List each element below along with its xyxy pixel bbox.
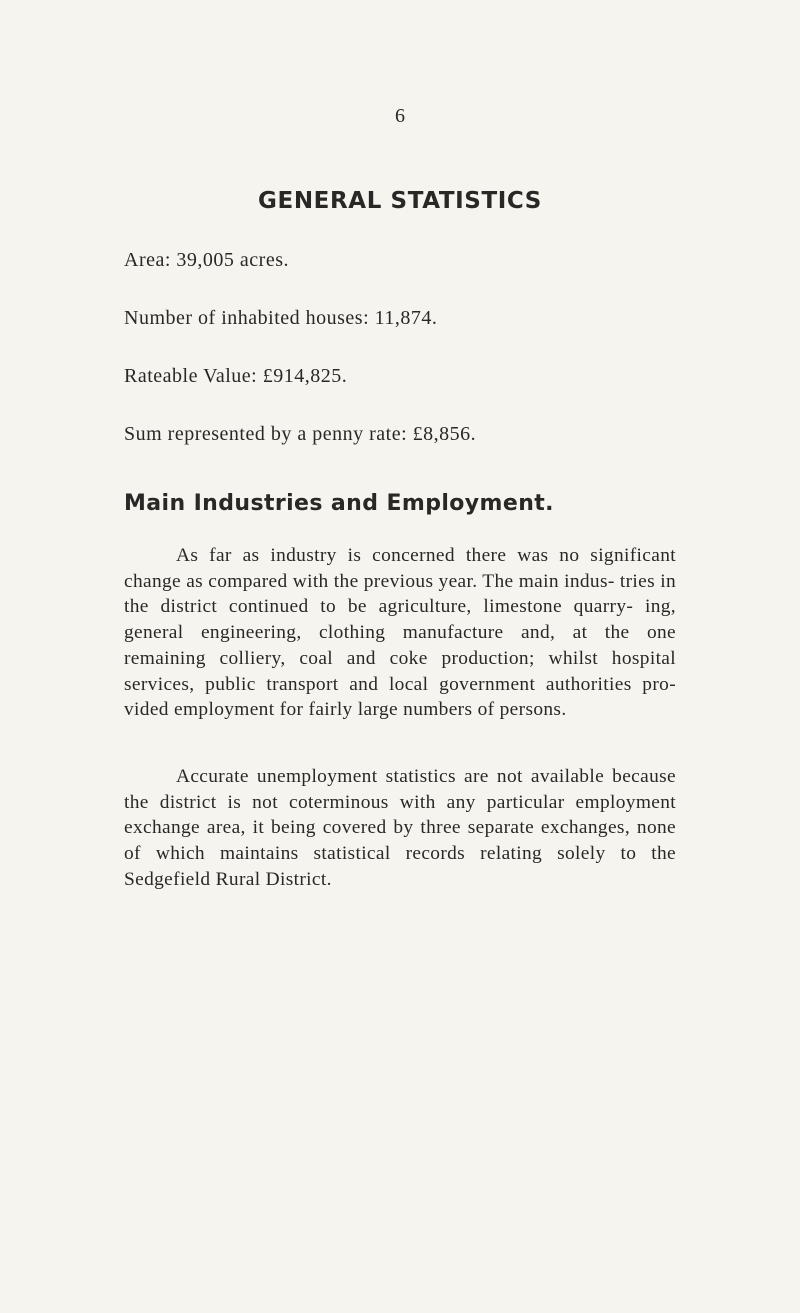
stat-inhabited-houses: Number of inhabited houses: 11,874. <box>124 307 438 329</box>
paragraph-unemployment: Accurate unemployment statistics are not available because the district is not coterminous with any particular employment exchange area, it being covered by three separate exchanges, none of which maintains statistical records relating solely to the Sedgefield Rural District. <box>124 766 676 890</box>
stat-penny-rate: Sum represented by a penny rate: £8,856. <box>124 423 477 445</box>
stat-area: Area: 39,005 acres. <box>124 249 289 271</box>
stat-rateable-value: Rateable Value: £914,825. <box>124 365 348 387</box>
section-heading: Main Industries and Employment. <box>124 491 554 516</box>
page-number: 6 <box>395 105 405 127</box>
page-title: GENERAL STATISTICS <box>258 188 542 214</box>
paragraph-industry: As far as industry is concerned there was no significant change as compared with the previous year. The main indus- tries in the district continued to be agriculture, limestone quarry- ing, general engineering, clothing manufacture and, at the one remaining colliery, coal and coke production; whilst hospital services, public transport and local government authorities pro- vided employment for fairly large numbers of persons. <box>124 545 676 721</box>
